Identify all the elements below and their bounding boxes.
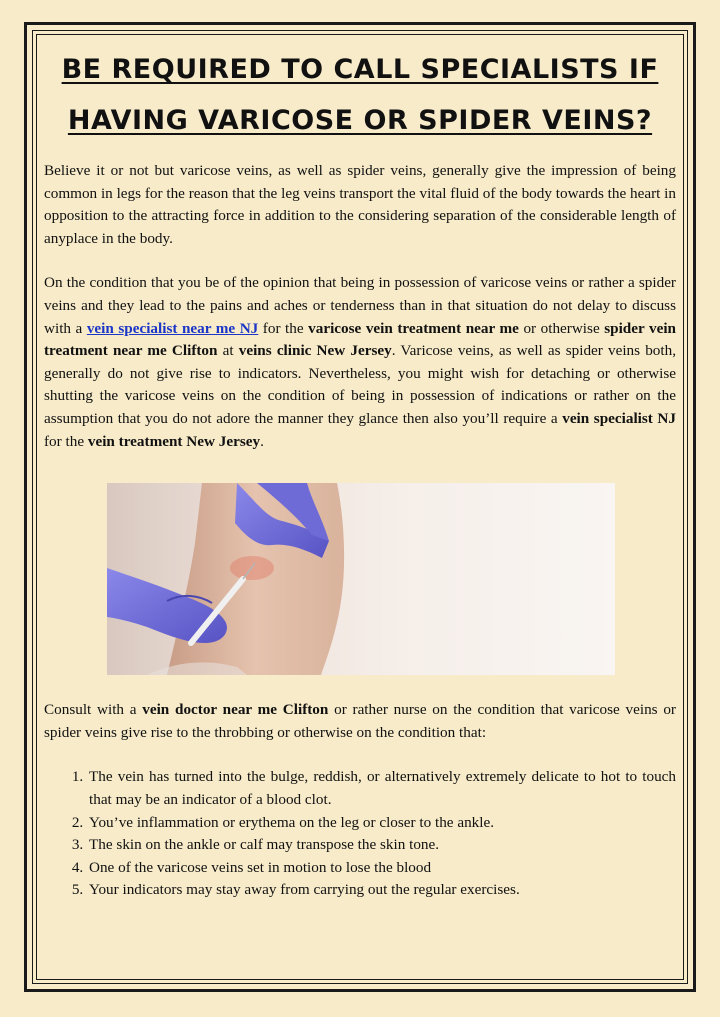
bold-varicose-treatment: varicose vein treatment near me (308, 319, 519, 337)
list-item: 4. One of the varicose veins set in motion to lose the blood (87, 857, 676, 880)
bold-vein-doctor: vein doctor near me Clifton (142, 701, 329, 719)
title-line-1: BE REQUIRED TO CALL SPECIALISTS IF (61, 54, 659, 85)
list-item: 3. The skin on the ankle or calf may transpose the skin tone. (87, 834, 676, 857)
list-item: 5. Your indicators may stay away from carrying out the regular exercises. (87, 879, 676, 902)
leg-injection-photo (107, 483, 615, 675)
document-content (44, 44, 676, 902)
title-line-2: HAVING VARICOSE OR SPIDER VEINS? (67, 105, 653, 136)
vein-specialist-link[interactable]: vein specialist near me NJ (86, 319, 259, 337)
intro-paragraph: Believe it or not but varicose veins, as well as spider veins, generally give the impression of being common in legs for the reason that the leg veins transport the vital fluid of the body towards the heart in opposition to the attracting force in addition to the considering separation of the considerable length of anyplace in the body. (44, 162, 676, 247)
page-title (44, 44, 676, 146)
bold-vein-specialist: vein specialist NJ (562, 409, 676, 427)
symptom-list (44, 766, 676, 902)
bold-vein-treatment: vein treatment New Jersey (87, 432, 261, 450)
third-paragraph: Consult with a vein doctor near me Clifton or rather nurse on the condition that varicose veins or spider veins give rise to the throbbing or otherwise on the condition that: (44, 701, 676, 741)
list-item: 1. The vein has turned into the bulge, reddish, or alternatively extremely delicate to hot to touch that may be an indicator of a blood clot. (87, 766, 676, 811)
bold-spider-treatment: spider vein treatment near me Clifton (44, 319, 677, 360)
photo-illustration (107, 483, 615, 675)
bold-veins-clinic: veins clinic New Jersey (238, 342, 392, 360)
list-item: 2. You’ve inflammation or erythema on the leg or closer to the ankle. (87, 812, 676, 835)
second-paragraph: On the condition that you be of the opinion that being in possession of varicose veins or rather a spider veins and they lead to the pains and aches or tenderness than in that situation do not delay to discuss with a vein specialist near me NJ for the varicose vein treatment near me or otherwise spider vein treatment near me Clifton at veins clinic New Jersey. Varicose veins, as well as spider veins both, generally do not give rise to indicators. Nevertheless, you might wish for detaching or otherwise shutting the varicose veins on the condition of being in possession of indications or rather on the assumption that you do not adore the manner they glance then also you’ll require a vein specialist NJ for the vein treatment New Jersey. (44, 274, 677, 450)
